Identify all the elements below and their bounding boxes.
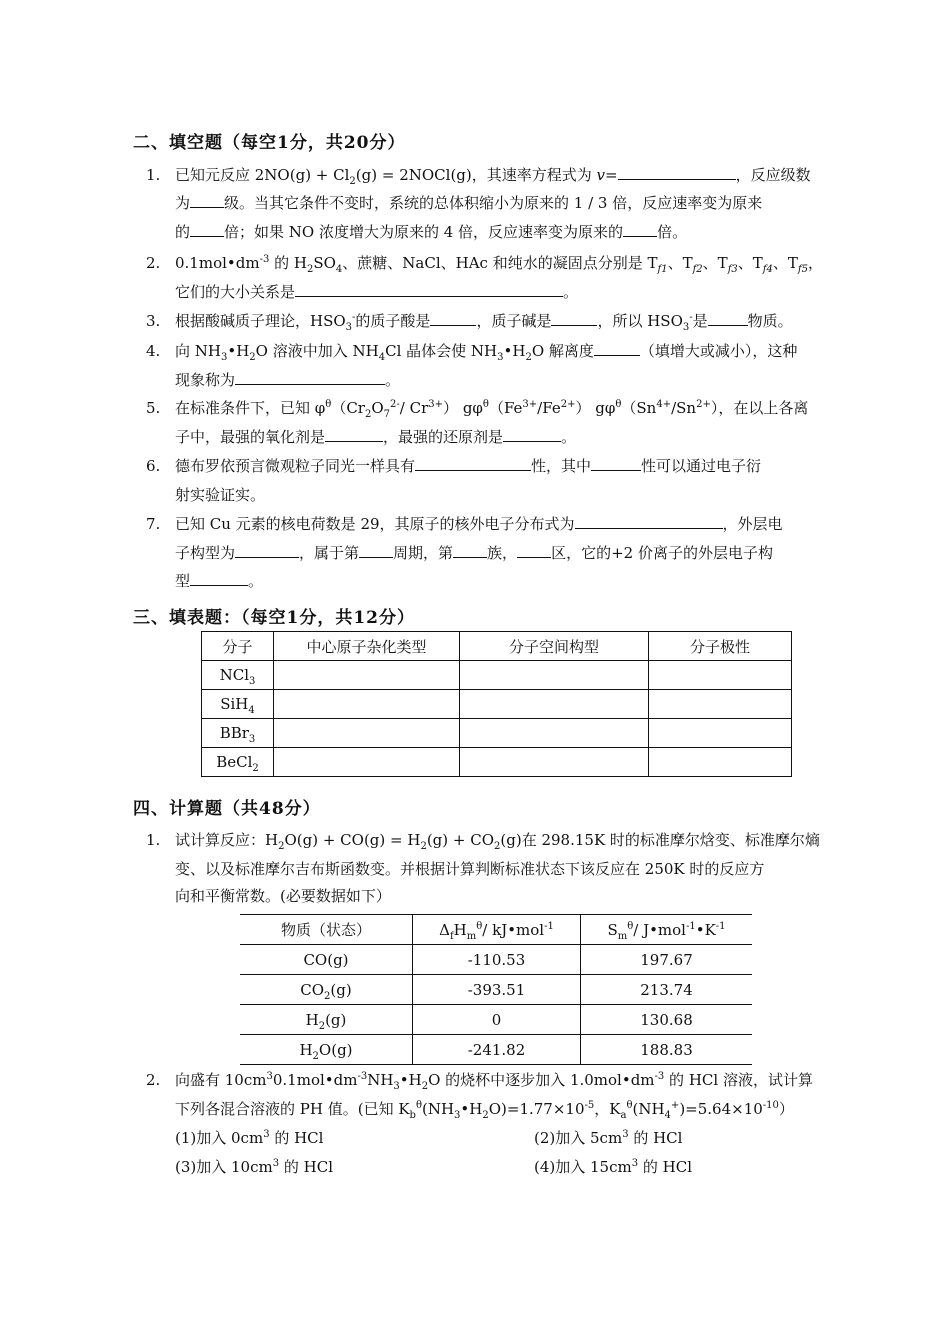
polarity-cell[interactable] (649, 690, 792, 719)
molecule-cell: SiH$_4$ (202, 690, 274, 719)
substance-cell: CO(g) (240, 945, 413, 975)
q2-4-line1: 向 $NH_3•H_2O$ 溶液中加入 $NH_4Cl$ 晶体会使 $NH_3•H_2O$ 解离度 （填增大或减小），这种 (175, 342, 798, 363)
q4-1-line2: 变、以及标准摩尔吉布斯函数变。并根据计算判断标准状态下该反应在 250K 时的反应方 (175, 860, 765, 878)
q2-3-line1: 根据酸碱质子理论，$HSO_3^-$的质子酸是 ，质子碱是 ，所以 $HSO_3^-$是 物质。 (175, 312, 793, 333)
substance-cell: $H_2(g)$ (240, 1005, 413, 1035)
table-row (202, 661, 792, 690)
q2-6-number: 6. (146, 457, 161, 475)
q2-7-blank-group[interactable] (453, 543, 487, 558)
entropy-cell: 130.68 (581, 1005, 753, 1035)
section-4-heading: 四、计算题（共48分） (133, 799, 321, 819)
q2-1-line1: 已知元反应 $2NO(g) + Cl_2(g)$ = 2NOCl(g)，其速率方程式为 v= ，反应级数 (175, 166, 811, 187)
table-row (240, 1005, 752, 1035)
entropy-cell: 213.74 (581, 975, 753, 1005)
entropy-cell: 188.83 (581, 1035, 753, 1065)
q2-3-blank-acid[interactable] (430, 311, 476, 326)
q4-1-number: 1. (146, 831, 161, 849)
polarity-cell[interactable] (649, 719, 792, 748)
q2-7-line2: 子构型为 ，属于第 周期，第 族， 区，它的+2 价离子的外层电子构 (175, 544, 773, 562)
molecule-table-header (202, 632, 792, 661)
q4-2-item-4: (4)加入 $15cm^3$ 的 HCl (534, 1158, 693, 1176)
hybridization-cell[interactable] (274, 719, 460, 748)
q2-1-line2: 为 级。当其它条件不变时，系统的总体积缩小为原来的 1 / 3 倍，反应速率变为原来 (175, 194, 763, 212)
polarity-cell[interactable] (649, 661, 792, 690)
table-row (202, 690, 792, 719)
table-row (202, 748, 792, 777)
header-molecule: 分子 (202, 632, 274, 661)
q2-4-line2: 现象称为 。 (175, 371, 401, 389)
substance-cell: $CO_2(g)$ (240, 975, 413, 1005)
q4-1-line3: 向和平衡常数。(必要数据如下） (175, 887, 391, 905)
q4-2-number: 2. (146, 1071, 161, 1089)
q2-4-number: 4. (146, 342, 161, 360)
table-row (240, 975, 752, 1005)
enthalpy-cell: -110.53 (413, 945, 581, 975)
geometry-cell[interactable] (460, 719, 649, 748)
section-2-heading: 二、填空题（每空1分，共20分） (133, 133, 406, 153)
hybridization-cell[interactable] (274, 748, 460, 777)
thermo-data-table (240, 914, 752, 1065)
q4-2-line2: 下列各混合溶液的 PH 值。(已知 $K_b^\theta(NH_3•H_2O)=1.77\times 10^{-5}$，$K_a^\theta(NH_4^+)=5.64\times 10^{-10}$） (175, 1100, 794, 1121)
q4-2-line1: 向盛有 $10cm^30.1mol•dm^{-3}NH_3•H_2O$ 的烧杯中逐步加入 $1.0mol•dm^{-3}$ 的 HCl 溶液，试计算 (175, 1071, 813, 1092)
q2-1-blank-volume[interactable] (190, 222, 224, 237)
enthalpy-cell: -393.51 (413, 975, 581, 1005)
q4-2-item-3: (3)加入 $10cm^3$ 的 HCl (175, 1158, 334, 1176)
q4-2-item-1: (1)加入 $0cm^3$ 的 HCl (175, 1129, 324, 1147)
q2-3-blank-base[interactable] (551, 311, 597, 326)
q2-5-blank-oxidant[interactable] (325, 427, 383, 442)
q2-7-line3: 型 。 (175, 572, 264, 590)
header-entropy: $S_m^\theta/$ $J•mol^{-1}•K^{-1}$ (581, 915, 753, 945)
geometry-cell[interactable] (460, 748, 649, 777)
molecule-cell: NCl$_3$ (202, 661, 274, 690)
q2-7-line1: 已知 Cu 元素的核电荷数是 29，其原子的核外电子分布式为 ，外层电 (175, 515, 783, 533)
q2-2-line2: 它们的大小关系是 。 (175, 283, 579, 301)
hybridization-cell[interactable] (274, 661, 460, 690)
q2-4-blank-degree[interactable] (594, 341, 640, 356)
section-3-heading: 三、填表题：（每空1分，共12分） (133, 608, 415, 628)
q2-5-number: 5. (146, 399, 161, 417)
geometry-cell[interactable] (460, 690, 649, 719)
q2-5-blank-reductant[interactable] (503, 427, 561, 442)
molecule-table (201, 631, 792, 777)
q2-5-line1: 在标准条件下，已知 $\varphi^\theta(Cr_2O_7^{2-}/$ $Cr^{3+}$） $g\varphi^\theta(Fe^{3+}/Fe^{2+})$ $g\varphi^\theta(Sn^{4+}/Sn^{2+})$，在以上各离 (175, 399, 809, 420)
hybridization-cell[interactable] (274, 690, 460, 719)
q2-3-number: 3. (146, 312, 161, 330)
q2-1-blank-order[interactable] (190, 193, 224, 208)
q2-5-line2: 子中，最强的氧化剂是 ，最强的还原剂是 。 (175, 428, 577, 446)
q2-2-blank-order[interactable] (295, 282, 563, 297)
table-row (240, 945, 752, 975)
header-enthalpy: $\Delta_fH_m^\theta/$ kJ•mol$^{-1}$ (413, 915, 581, 945)
entropy-cell: 197.67 (581, 945, 753, 975)
q2-4-blank-effect[interactable] (235, 370, 385, 385)
q2-3-blank-type[interactable] (708, 311, 748, 326)
q2-7-blank-period[interactable] (359, 543, 393, 558)
header-geometry: 分子空间构型 (460, 632, 649, 661)
table-row (240, 1035, 752, 1065)
header-polarity: 分子极性 (649, 632, 792, 661)
molecule-cell: BeCl$_2$ (202, 748, 274, 777)
q2-6-blank-property[interactable] (415, 456, 531, 471)
q2-6-blank-wave[interactable] (591, 456, 641, 471)
q2-7-blank-ion[interactable] (190, 571, 248, 586)
q2-6-line1: 德布罗依预言微观粒子同光一样具有 性，其中 性可以通过电子衍 (175, 457, 762, 475)
q2-7-blank-block[interactable] (517, 543, 551, 558)
q2-1-number: 1. (146, 166, 161, 184)
enthalpy-cell: 0 (413, 1005, 581, 1035)
substance-cell: $H_2O(g)$ (240, 1035, 413, 1065)
header-substance: 物质（状态） (240, 915, 413, 945)
table-row (202, 719, 792, 748)
q4-2-item-2: (2)加入 $5cm^3$ 的 HCl (534, 1129, 683, 1147)
q2-7-number: 7. (146, 515, 161, 533)
q2-1-line3: 的 倍；如果 NO 浓度增大为原来的 4 倍，反应速率变为原来的 倍。 (175, 223, 688, 241)
molecule-cell: BBr$_3$ (202, 719, 274, 748)
geometry-cell[interactable] (460, 661, 649, 690)
polarity-cell[interactable] (649, 748, 792, 777)
q2-1-blank-no[interactable] (623, 222, 657, 237)
q4-1-line1: 试计算反应：$H_2O(g) + CO(g) = H_2(g) + CO_2(g)$在 298.15K 时的标准摩尔焓变、标准摩尔熵 (175, 831, 820, 852)
q2-1-blank-rate[interactable] (618, 165, 736, 180)
q2-2-line1: $0.1mol•dm^{-3}$ 的 $H_2SO_4$、蔗糖、NaCl、HAc 和纯水的凝固点分别是 $T_{f1}$、$T_{f2}$、$T_{f3}$、$T_{f4}$、$T_{f5}$， (175, 254, 823, 275)
header-hybridization: 中心原子杂化类型 (274, 632, 460, 661)
q2-7-blank-outer[interactable] (235, 543, 299, 558)
q2-2-number: 2. (146, 254, 161, 272)
q2-6-line2: 射实验证实。 (175, 486, 266, 504)
enthalpy-cell: -241.82 (413, 1035, 581, 1065)
q2-7-blank-config[interactable] (575, 514, 723, 529)
thermo-table-header (240, 915, 752, 945)
